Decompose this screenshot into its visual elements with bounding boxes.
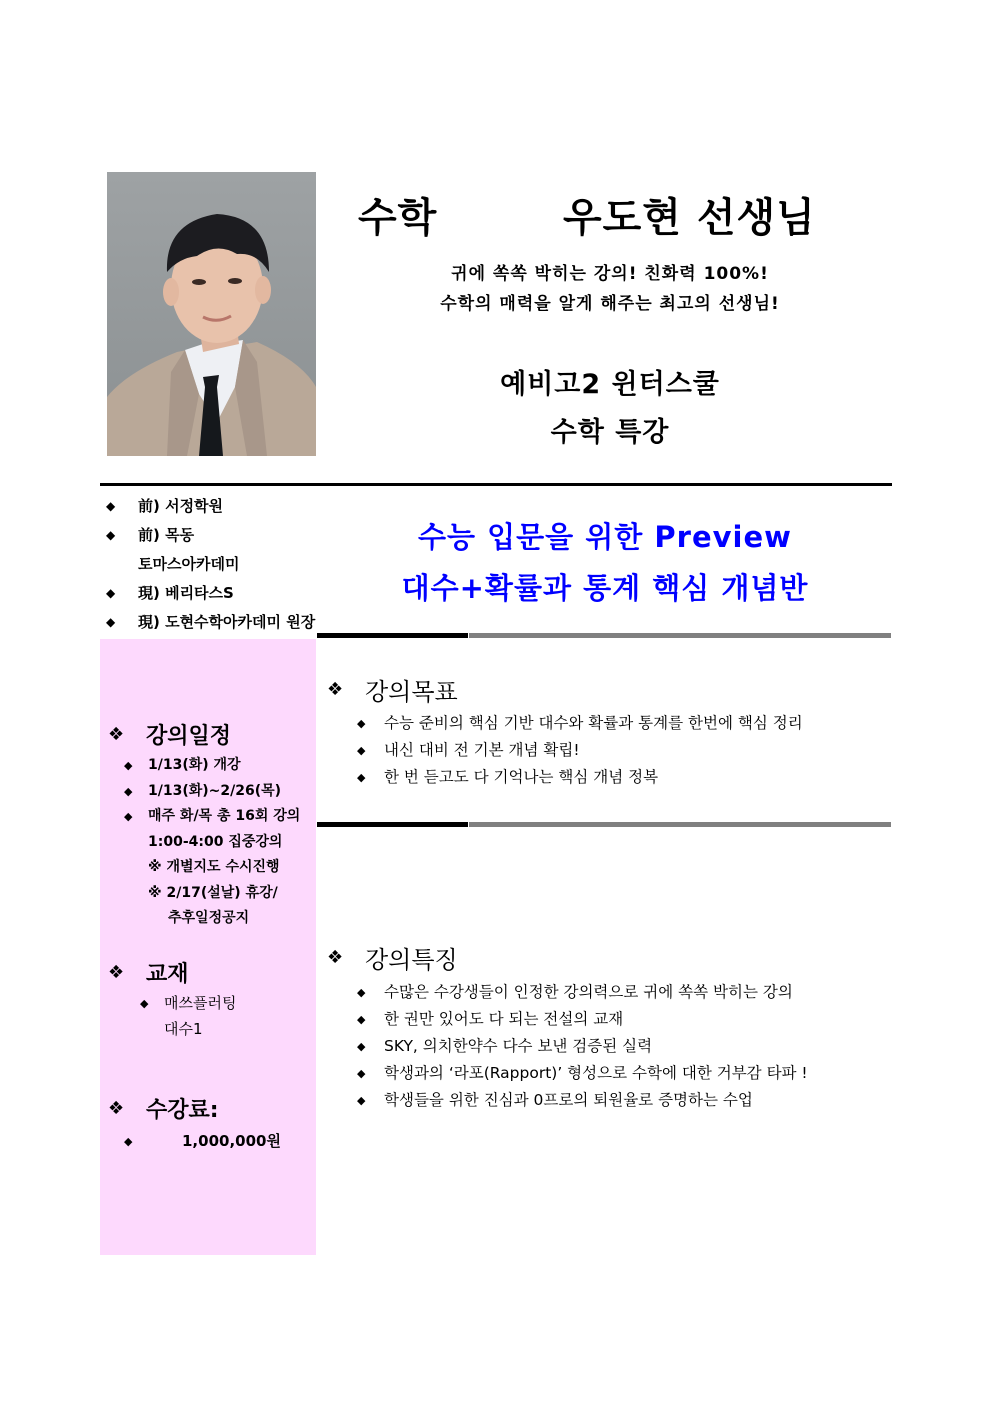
goal-item <box>357 737 803 764</box>
schedule-note-continuation: 추후일정공지 <box>168 910 250 926</box>
diamond-bullet-icon: ◆ <box>124 1135 133 1148</box>
course-title-line-1: 예비고2 윈터스쿨 <box>500 369 720 400</box>
features-heading-label: 강의특징 <box>365 946 458 974</box>
diamond-bullet-icon: ◆ <box>124 759 133 772</box>
career-item <box>104 521 316 550</box>
feature-item-label: SKY, 의치한약수 다수 보낸 검증된 실력 <box>384 1037 653 1055</box>
tagline-line-1: 귀에 쏙쏙 박히는 강의! 친화력 100%! <box>451 264 769 284</box>
diamond-bullet-icon: ◆ <box>357 771 366 784</box>
portrait-illustration-icon <box>107 172 316 456</box>
feature-item-label: 수많은 수강생들이 인정한 강의력으로 귀에 쏙쏙 박히는 강의 <box>384 983 793 1001</box>
tuition-list <box>124 1129 281 1155</box>
schedule-heading-label: 강의일정 <box>146 724 232 749</box>
career-item <box>104 492 316 521</box>
schedule-item <box>124 779 300 805</box>
features-list <box>357 979 808 1114</box>
schedule-item <box>124 753 300 779</box>
career-item-label: 前) 서정학원 <box>138 497 224 515</box>
textbook-item-label: 매쓰플러팅 <box>164 994 237 1012</box>
diamond-bullet-icon: ◆ <box>357 986 366 999</box>
textbook-item <box>140 991 236 1017</box>
career-item <box>104 579 316 608</box>
schedule-list <box>124 753 300 932</box>
four-diamond-icon: ❖ <box>327 947 344 968</box>
teacher-name: 우도현 선생님 <box>563 195 816 241</box>
diamond-bullet-icon: ◆ <box>357 717 366 730</box>
diamond-bullet-icon: ◆ <box>357 1040 366 1053</box>
headline-line-2: 대수+확률과 통계 핵심 개념반 <box>401 571 809 605</box>
schedule-item-label: 1/13(화)~2/26(목) <box>148 782 282 799</box>
feature-item-label: 학생들을 위한 진심과 0프로의 퇴원율로 증명하는 수업 <box>384 1091 753 1109</box>
diamond-bullet-icon: ◆ <box>124 784 133 798</box>
career-item-continuation: 토마스아카데미 <box>138 555 240 573</box>
schedule-continuation: 1:00-4:00 집중강의 <box>148 833 283 850</box>
textbook-item-continuation: 대수1 <box>164 1019 203 1038</box>
goal-item <box>357 710 803 737</box>
textbook-heading-label: 교재 <box>146 962 189 987</box>
section-divider-black <box>317 822 468 827</box>
tuition-heading-label: 수강료: <box>146 1098 219 1123</box>
info-sidebar <box>100 639 316 1255</box>
diamond-bullet-icon: ◆ <box>106 499 116 513</box>
goals-heading <box>327 672 458 707</box>
schedule-item-label: 매주 화/목 총 16회 강의 <box>148 808 301 824</box>
career-item-label: 現) 도현수학아카데미 원장 <box>138 613 316 631</box>
career-item-label: 現) 베리타스S <box>138 584 234 602</box>
goal-item-label: 수능 준비의 핵심 기반 대수와 확률과 통계를 한번에 핵심 정리 <box>384 714 803 732</box>
four-diamond-icon: ❖ <box>108 724 125 745</box>
diamond-bullet-icon: ◆ <box>106 528 116 542</box>
feature-item <box>357 1060 808 1087</box>
diamond-bullet-icon: ◆ <box>357 1013 366 1026</box>
schedule-note: ※ 개별지도 수시진행 <box>148 859 280 875</box>
course-title-line-2: 수학 특강 <box>550 417 670 448</box>
subject-title: 수학 <box>358 195 438 241</box>
diamond-bullet-icon: ◆ <box>124 810 133 823</box>
schedule-item-label: 1/13(화) 개강 <box>148 757 241 773</box>
schedule-heading <box>108 719 231 750</box>
goal-item <box>357 764 803 791</box>
section-divider-grey <box>469 633 891 638</box>
tuition-heading <box>108 1093 219 1124</box>
feature-item-label: 한 권만 있어도 다 되는 전설의 교재 <box>384 1010 624 1028</box>
four-diamond-icon: ❖ <box>108 962 125 983</box>
teacher-photo <box>107 172 316 456</box>
schedule-note: ※ 2/17(설날) 휴강/ <box>148 884 278 901</box>
career-item <box>104 608 316 637</box>
tuition-item <box>124 1129 281 1155</box>
diamond-bullet-icon: ◆ <box>357 1067 366 1080</box>
diamond-bullet-icon: ◆ <box>357 1094 366 1107</box>
career-item-label: 前) 목동 <box>138 526 195 544</box>
tagline-line-2: 수학의 매력을 알게 해주는 최고의 선생님! <box>440 294 780 314</box>
section-divider-black <box>317 633 468 638</box>
goals-heading-label: 강의목표 <box>365 678 458 706</box>
tuition-amount: 1,000,000원 <box>182 1132 281 1150</box>
feature-item <box>357 1087 808 1114</box>
feature-item <box>357 979 808 1006</box>
header-divider <box>100 483 892 486</box>
goals-list <box>357 710 803 791</box>
career-list <box>104 492 316 637</box>
section-divider-grey <box>469 822 891 827</box>
feature-item-label: 학생과의 ‘라포(Rapport)’ 형성으로 수학에 대한 거부감 타파 ! <box>384 1064 808 1082</box>
feature-item <box>357 1006 808 1033</box>
goal-item-label: 한 번 듣고도 다 기억나는 핵심 개념 정복 <box>384 768 659 786</box>
four-diamond-icon: ❖ <box>327 679 344 700</box>
diamond-bullet-icon: ◆ <box>106 586 116 600</box>
diamond-bullet-icon: ◆ <box>106 615 116 629</box>
diamond-bullet-icon: ◆ <box>140 997 149 1010</box>
feature-item <box>357 1033 808 1060</box>
headline-line-1: 수능 입문을 위한 Preview <box>418 520 792 554</box>
textbook-list <box>140 991 236 1042</box>
features-heading <box>327 940 458 975</box>
schedule-item <box>124 804 300 830</box>
four-diamond-icon: ❖ <box>108 1098 125 1119</box>
goal-item-label: 내신 대비 전 기본 개념 확립! <box>384 741 580 759</box>
diamond-bullet-icon: ◆ <box>357 744 366 757</box>
textbook-heading <box>108 957 189 988</box>
